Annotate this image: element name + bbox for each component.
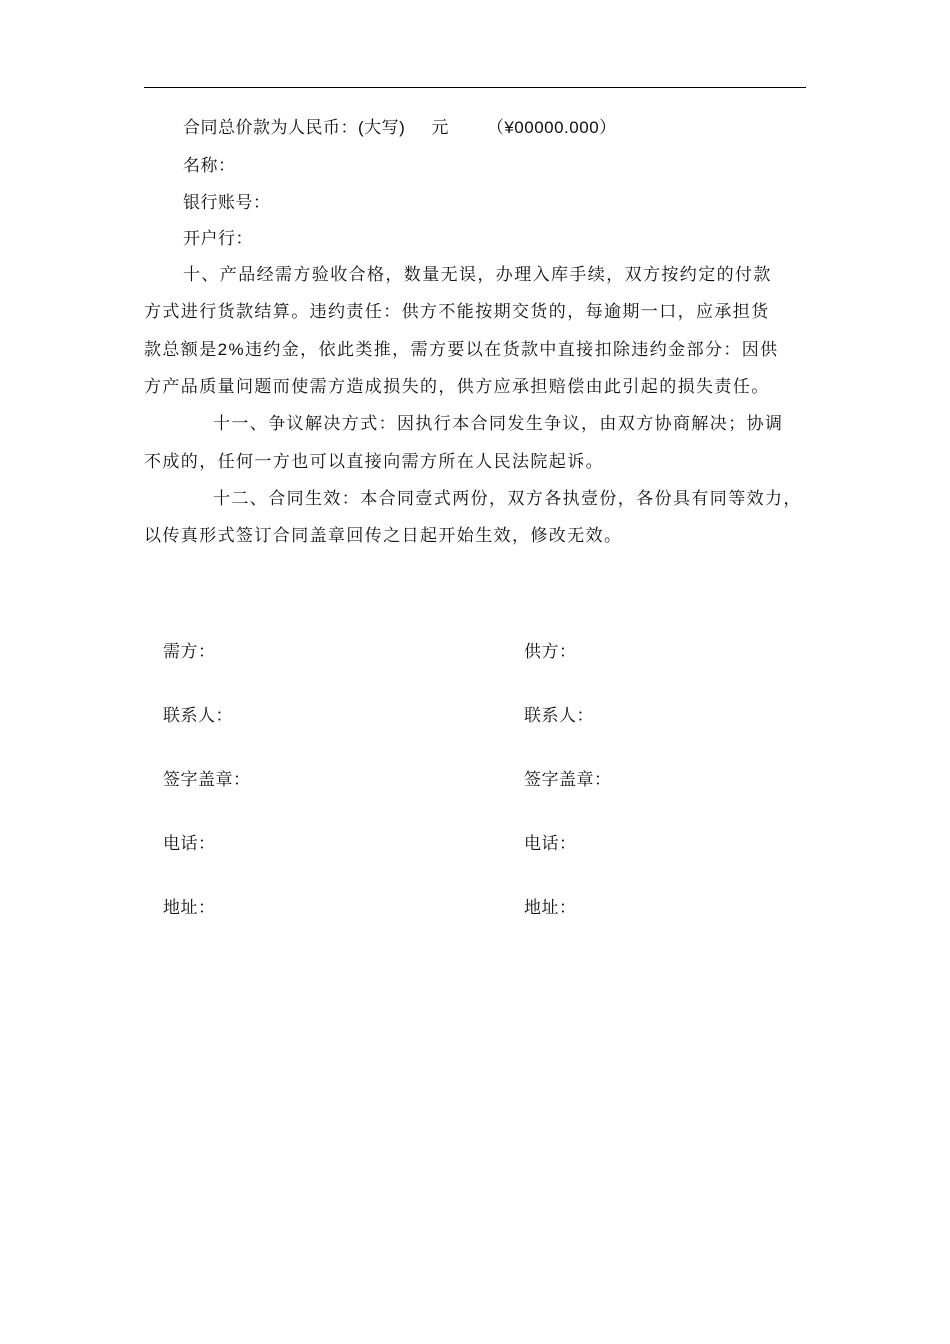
clause-ten-line-4: 方产品质量问题而使需方造成损失的，供方应承担赔偿由此引起的损失责任。 (144, 377, 770, 397)
total-price-line (183, 118, 617, 138)
supplier-phone-label: 电话： (524, 834, 577, 854)
supplier-contact-label: 联系人： (524, 706, 594, 726)
clause-eleven-line-2: 不成的，任何一方也可以直接向需方所在人民法院起诉。 (144, 452, 604, 472)
clause-ten-line-3-c: 违约金，依此类推，需方要以在货款中直接扣除违约金部分：因供 (244, 340, 779, 360)
supplier-address-label: 地址： (524, 898, 577, 918)
buyer-phone-label: 电话： (163, 834, 216, 854)
clause-twelve-line-1: 十二、合同生效：本合同壹式两份，双方各执壹份，各份具有同等效力， (213, 489, 802, 509)
penalty-percent: 2% (217, 340, 245, 359)
yuan-label: 元 (431, 118, 449, 138)
clause-ten-line-1: 十、产品经需方验收合格，数量无误，办理入库手续，双方按约定的付款 (183, 265, 772, 285)
clause-ten-line-3-a: 款总额是 (144, 340, 218, 360)
header-rule (144, 87, 806, 88)
supplier-seal-label: 签字盖章： (524, 770, 612, 790)
bank-label: 开户行： (183, 229, 253, 249)
clause-eleven-line-1: 十一、争议解决方式：因执行本合同发生争议，由双方协商解决；协调 (213, 414, 784, 434)
clause-twelve-line-2: 以传真形式签订合同盖章回传之日起开始生效，修改无效。 (144, 526, 623, 546)
total-price-label: 合同总价款为人民币： (183, 118, 358, 138)
buyer-seal-label: 签字盖章： (163, 770, 251, 790)
clause-ten-line-3 (144, 340, 779, 360)
bank-account-label: 银行账号： (183, 193, 271, 213)
clause-ten-line-2: 方式进行货款结算。违约责任：供方不能按期交货的，每逾期一口，应承担货 (144, 302, 770, 322)
daxie-label: (大写) (358, 118, 406, 137)
name-label: 名称： (183, 156, 236, 176)
amount-value: （¥00000.000） (486, 118, 617, 137)
buyer-contact-label: 联系人： (163, 706, 233, 726)
supplier-party-label: 供方： (524, 642, 577, 662)
buyer-address-label: 地址： (163, 898, 216, 918)
buyer-party-label: 需方： (163, 642, 216, 662)
